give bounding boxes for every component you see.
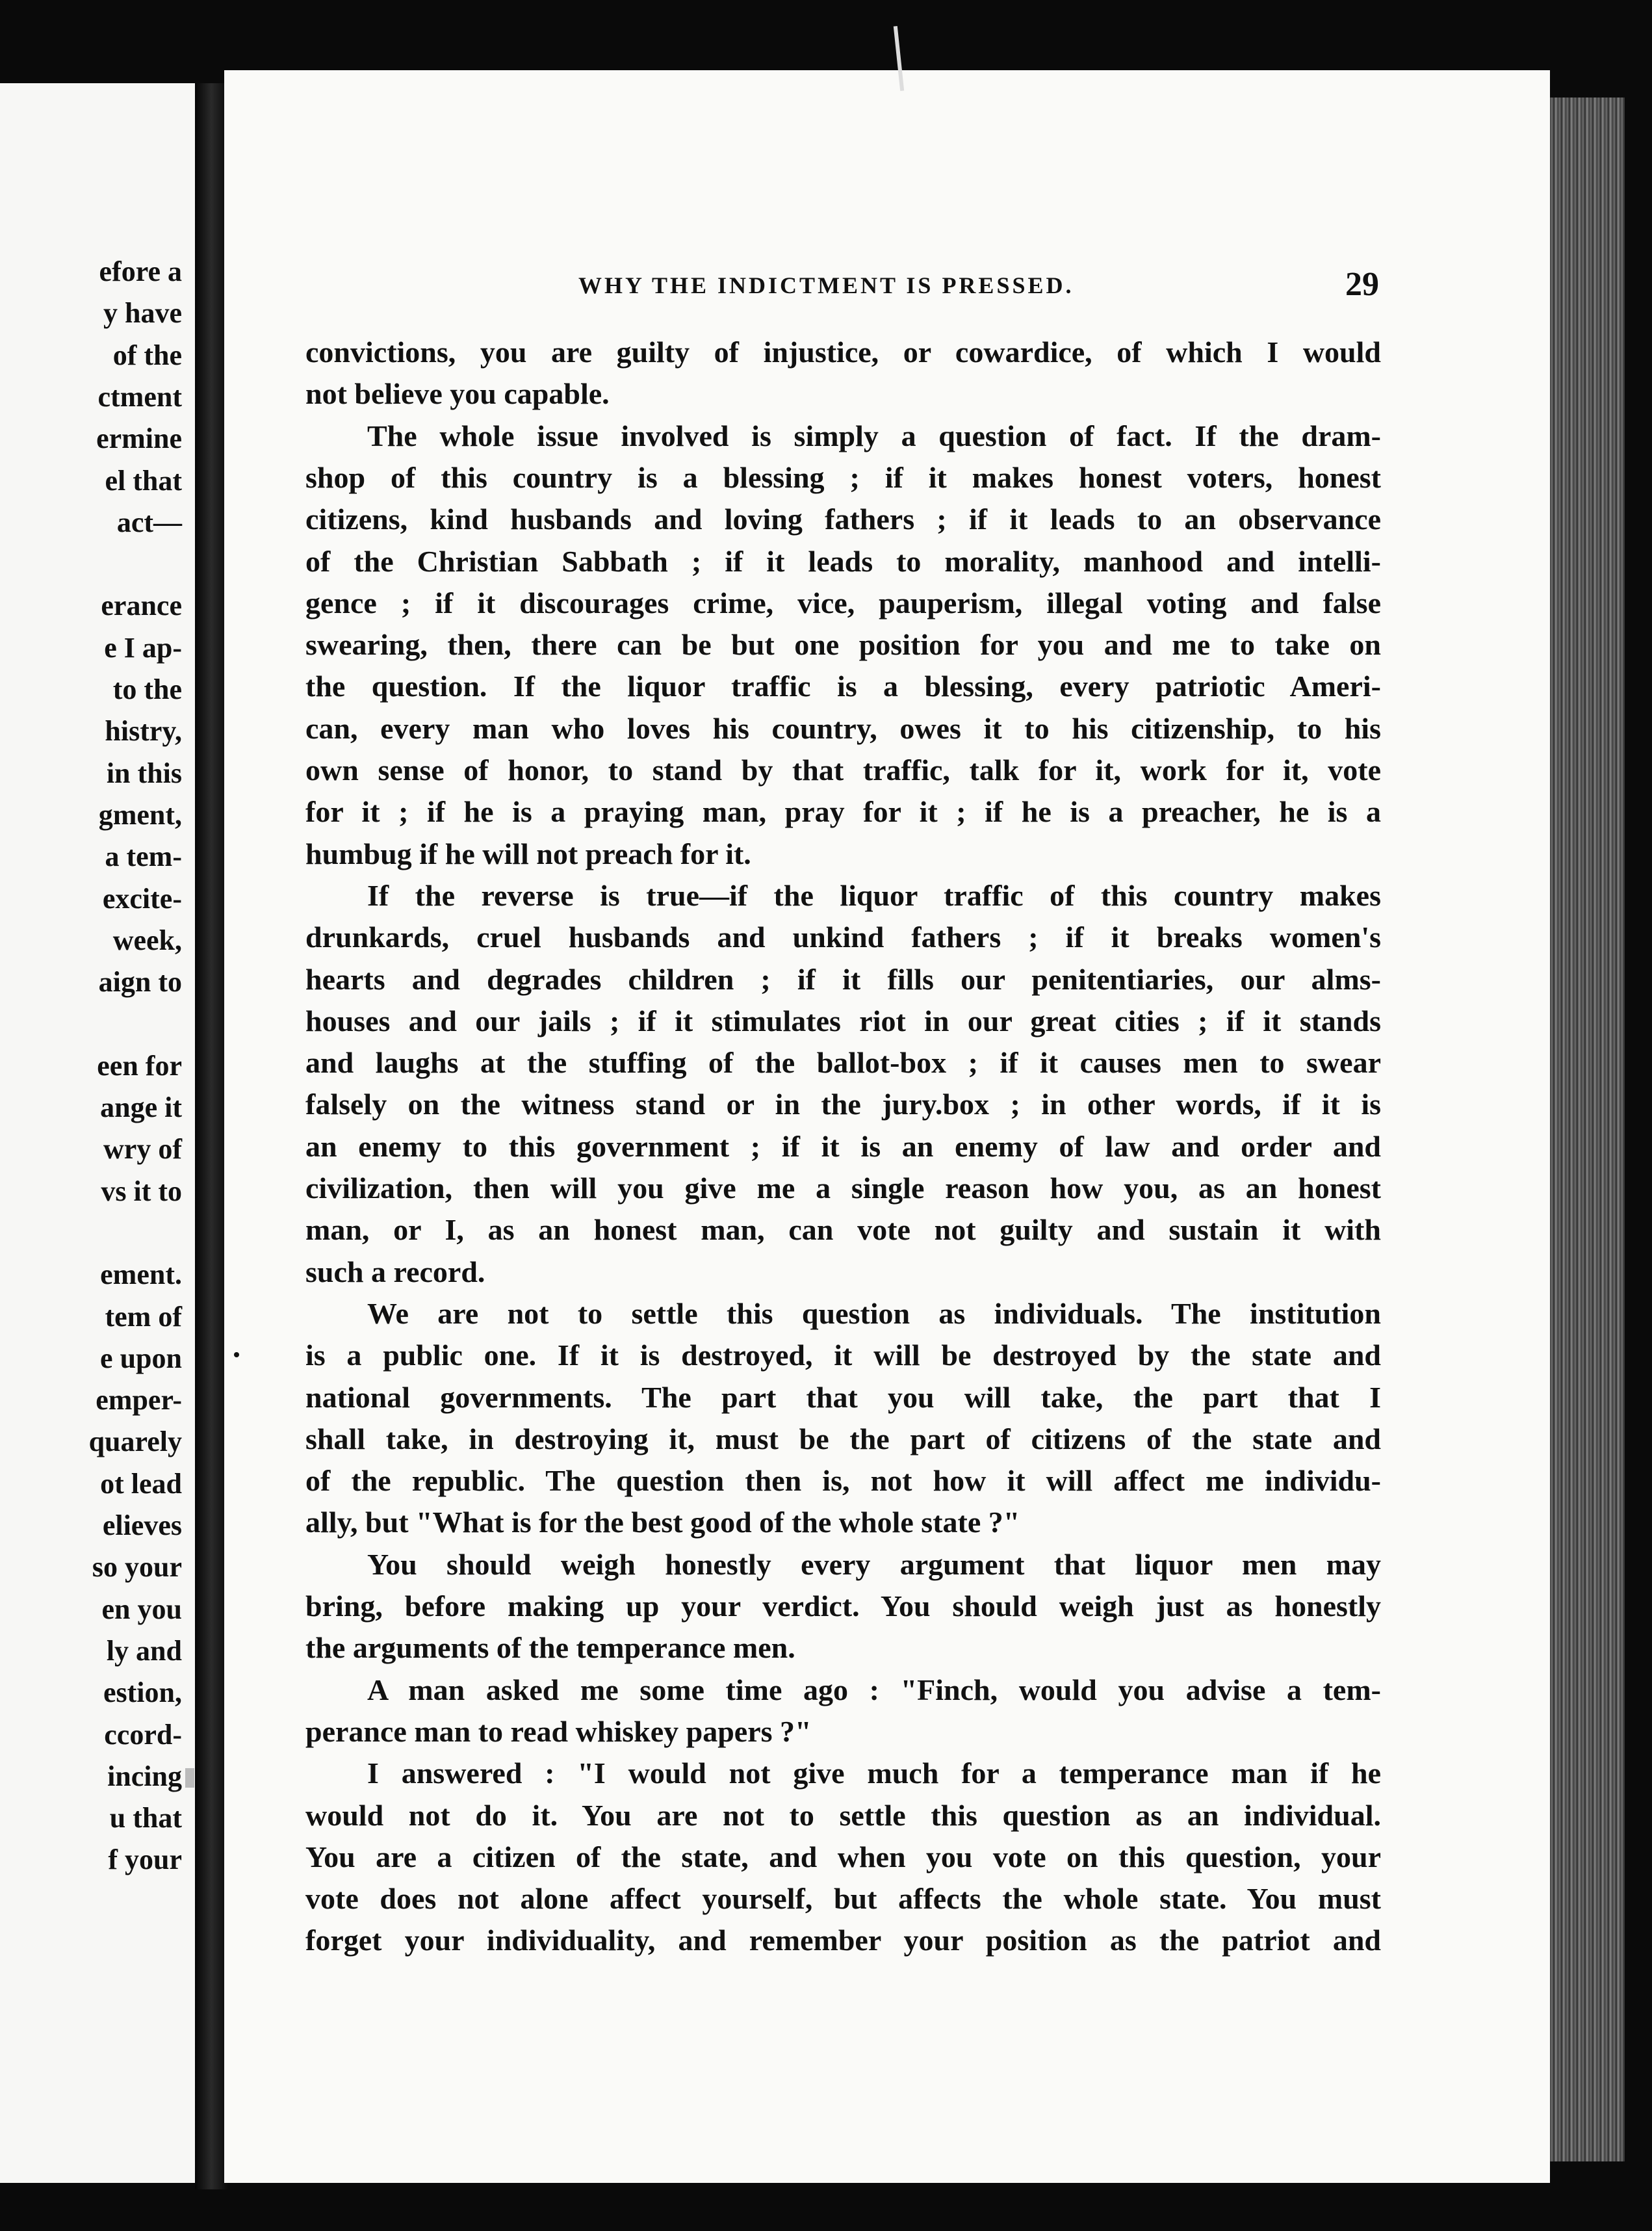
- facing-page-line: f your: [108, 1844, 182, 1875]
- text-line: vote does not alone affect yourself, but affects the whole state. You must: [305, 1882, 1381, 1915]
- facing-page-line: erance: [101, 590, 182, 621]
- text-line: and laughs at the stuffing of the ballot-box ; if it causes men to swear: [305, 1046, 1381, 1079]
- text-line: swearing, then, there can be but one position for you and me to take on: [305, 628, 1381, 661]
- text-line: convictions, you are guilty of injustice, or cowardice, of which I would: [305, 335, 1381, 369]
- text-line: for it ; if he is a praying man, pray for it ; if he is a preacher, he is a: [305, 795, 1381, 828]
- text-line: We are not to settle this question as individuals. The institution: [367, 1297, 1381, 1330]
- text-line: The whole issue involved is simply a question of fact. If the dram-: [367, 419, 1381, 452]
- facing-page-line: ange it: [100, 1091, 182, 1123]
- facing-page-line: y have: [103, 297, 182, 329]
- facing-page-line: aign to: [98, 966, 182, 998]
- facing-page-line: ement.: [100, 1259, 182, 1290]
- text-line: shall take, in destroying it, must be the part of citizens of the state and: [305, 1422, 1381, 1455]
- text-line: is a public one. If it is destroyed, it will be destroyed by the state and: [305, 1338, 1381, 1372]
- text-line: own sense of honor, to stand by that traffic, talk for it, work for it, vote: [305, 753, 1381, 787]
- text-line: national governments. The part that you will take, the part that I: [305, 1381, 1381, 1414]
- text-line: houses and our jails ; if it stimulates riot in our great cities ; if it stands: [305, 1004, 1381, 1037]
- text-line: would not do it. You are not to settle this question as an individual.: [305, 1799, 1381, 1832]
- text-line: A man asked me some time ago : "Finch, would you advise a tem-: [367, 1673, 1381, 1706]
- text-line: bring, before making up your verdict. You should weigh just as honestly: [305, 1589, 1381, 1623]
- facing-page-line: of the: [112, 339, 182, 371]
- facing-page-line: tem of: [105, 1301, 182, 1333]
- facing-page-line: vs it to: [101, 1175, 182, 1207]
- text-line: not believe you capable.: [305, 377, 610, 410]
- text-line: ally, but "What is for the best good of the whole state ?": [305, 1506, 1020, 1539]
- text-line: You should weigh honestly every argument that liquor men may: [367, 1548, 1381, 1581]
- facing-page-line: act—: [116, 506, 182, 538]
- facing-page-line: week,: [112, 924, 182, 956]
- text-line: an enemy to this government ; if it is an enemy of law and order and: [305, 1130, 1381, 1163]
- text-line: shop of this country is a blessing ; if it makes honest voters, honest: [305, 461, 1381, 494]
- text-line: such a record.: [305, 1255, 485, 1288]
- facing-page-line: een for: [97, 1050, 182, 1082]
- text-line: can, every man who loves his country, owes it to his citizenship, to his: [305, 712, 1381, 745]
- text-line: civilization, then will you give me a single reason how you, as an honest: [305, 1171, 1381, 1205]
- facing-page-line: en you: [101, 1593, 182, 1625]
- facing-page-line: wry of: [103, 1133, 182, 1165]
- text-line: forget your individuality, and remember your position as the patriot and: [305, 1924, 1381, 1957]
- running-head: WHY THE INDICTMENT IS PRESSED.: [578, 272, 1074, 298]
- facing-page-line: estion,: [103, 1677, 182, 1708]
- facing-page-line: incing: [107, 1760, 182, 1792]
- facing-page-line: histry,: [105, 715, 182, 747]
- facing-page-line: ly and: [106, 1635, 182, 1667]
- facing-page-line: e upon: [100, 1342, 182, 1374]
- scan-speck: [185, 1768, 194, 1788]
- facing-page-line: ot lead: [100, 1468, 182, 1500]
- facing-page-line: elieves: [102, 1509, 182, 1541]
- facing-page-line: e I ap-: [104, 632, 182, 664]
- text-line: man, or I, as an honest man, can vote not guilty and sustain it with: [305, 1213, 1381, 1246]
- facing-page-line: efore a: [99, 255, 182, 287]
- facing-page-line: ccord-: [104, 1719, 182, 1751]
- text-line: of the republic. The question then is, not how it will affect me individu-: [305, 1464, 1381, 1497]
- text-line: of the Christian Sabbath ; if it leads to morality, manhood and intelli-: [305, 545, 1381, 578]
- facing-page-line: emper-: [96, 1384, 182, 1416]
- text-line: falsely on the witness stand or in the jury.box ; in other words, if it is: [305, 1088, 1381, 1121]
- facing-page-line: gment,: [98, 799, 182, 831]
- text-line: the question. If the liquor traffic is a blessing, every patriotic Ameri-: [305, 670, 1381, 703]
- facing-page-line: quarely: [88, 1426, 182, 1457]
- text-line: drunkards, cruel husbands and unkind fathers ; if it breaks women's: [305, 920, 1381, 954]
- facing-page-line: ctment: [97, 381, 182, 413]
- text-line: perance man to read whiskey papers ?": [305, 1715, 812, 1748]
- text-line: If the reverse is true—if the liquor traffic of this country makes: [367, 879, 1381, 912]
- book-gutter: [195, 83, 227, 2189]
- facing-page-line: ermine: [96, 423, 182, 454]
- facing-page-line: el that: [105, 465, 182, 497]
- text-line: citizens, kind husbands and loving fathers ; if it leads to an observance: [305, 502, 1381, 536]
- facing-page-line: in this: [106, 757, 182, 789]
- text-line: hearts and degrades children ; if it fills our penitentiaries, our alms-: [305, 963, 1381, 996]
- facing-page-line: so your: [92, 1551, 182, 1583]
- text-line: gence ; if it discourages crime, vice, pauperism, illegal voting and false: [305, 586, 1381, 620]
- page-number: 29: [1345, 266, 1379, 303]
- facing-page-line: a tem-: [105, 841, 182, 872]
- facing-page-line: u that: [109, 1802, 182, 1834]
- text-line: I answered : "I would not give much for a temperance man if he: [367, 1756, 1381, 1790]
- text-line: humbug if he will not preach for it.: [305, 837, 751, 870]
- text-line: You are a citizen of the state, and when you vote on this question, your: [305, 1840, 1381, 1873]
- facing-page-line: to the: [112, 673, 182, 705]
- page-edge-stack: [1550, 98, 1625, 2161]
- facing-page-left: [0, 83, 195, 2183]
- facing-page-line: excite-: [102, 883, 182, 915]
- text-line: the arguments of the temperance men.: [305, 1631, 795, 1664]
- scan-speck: [234, 1352, 239, 1357]
